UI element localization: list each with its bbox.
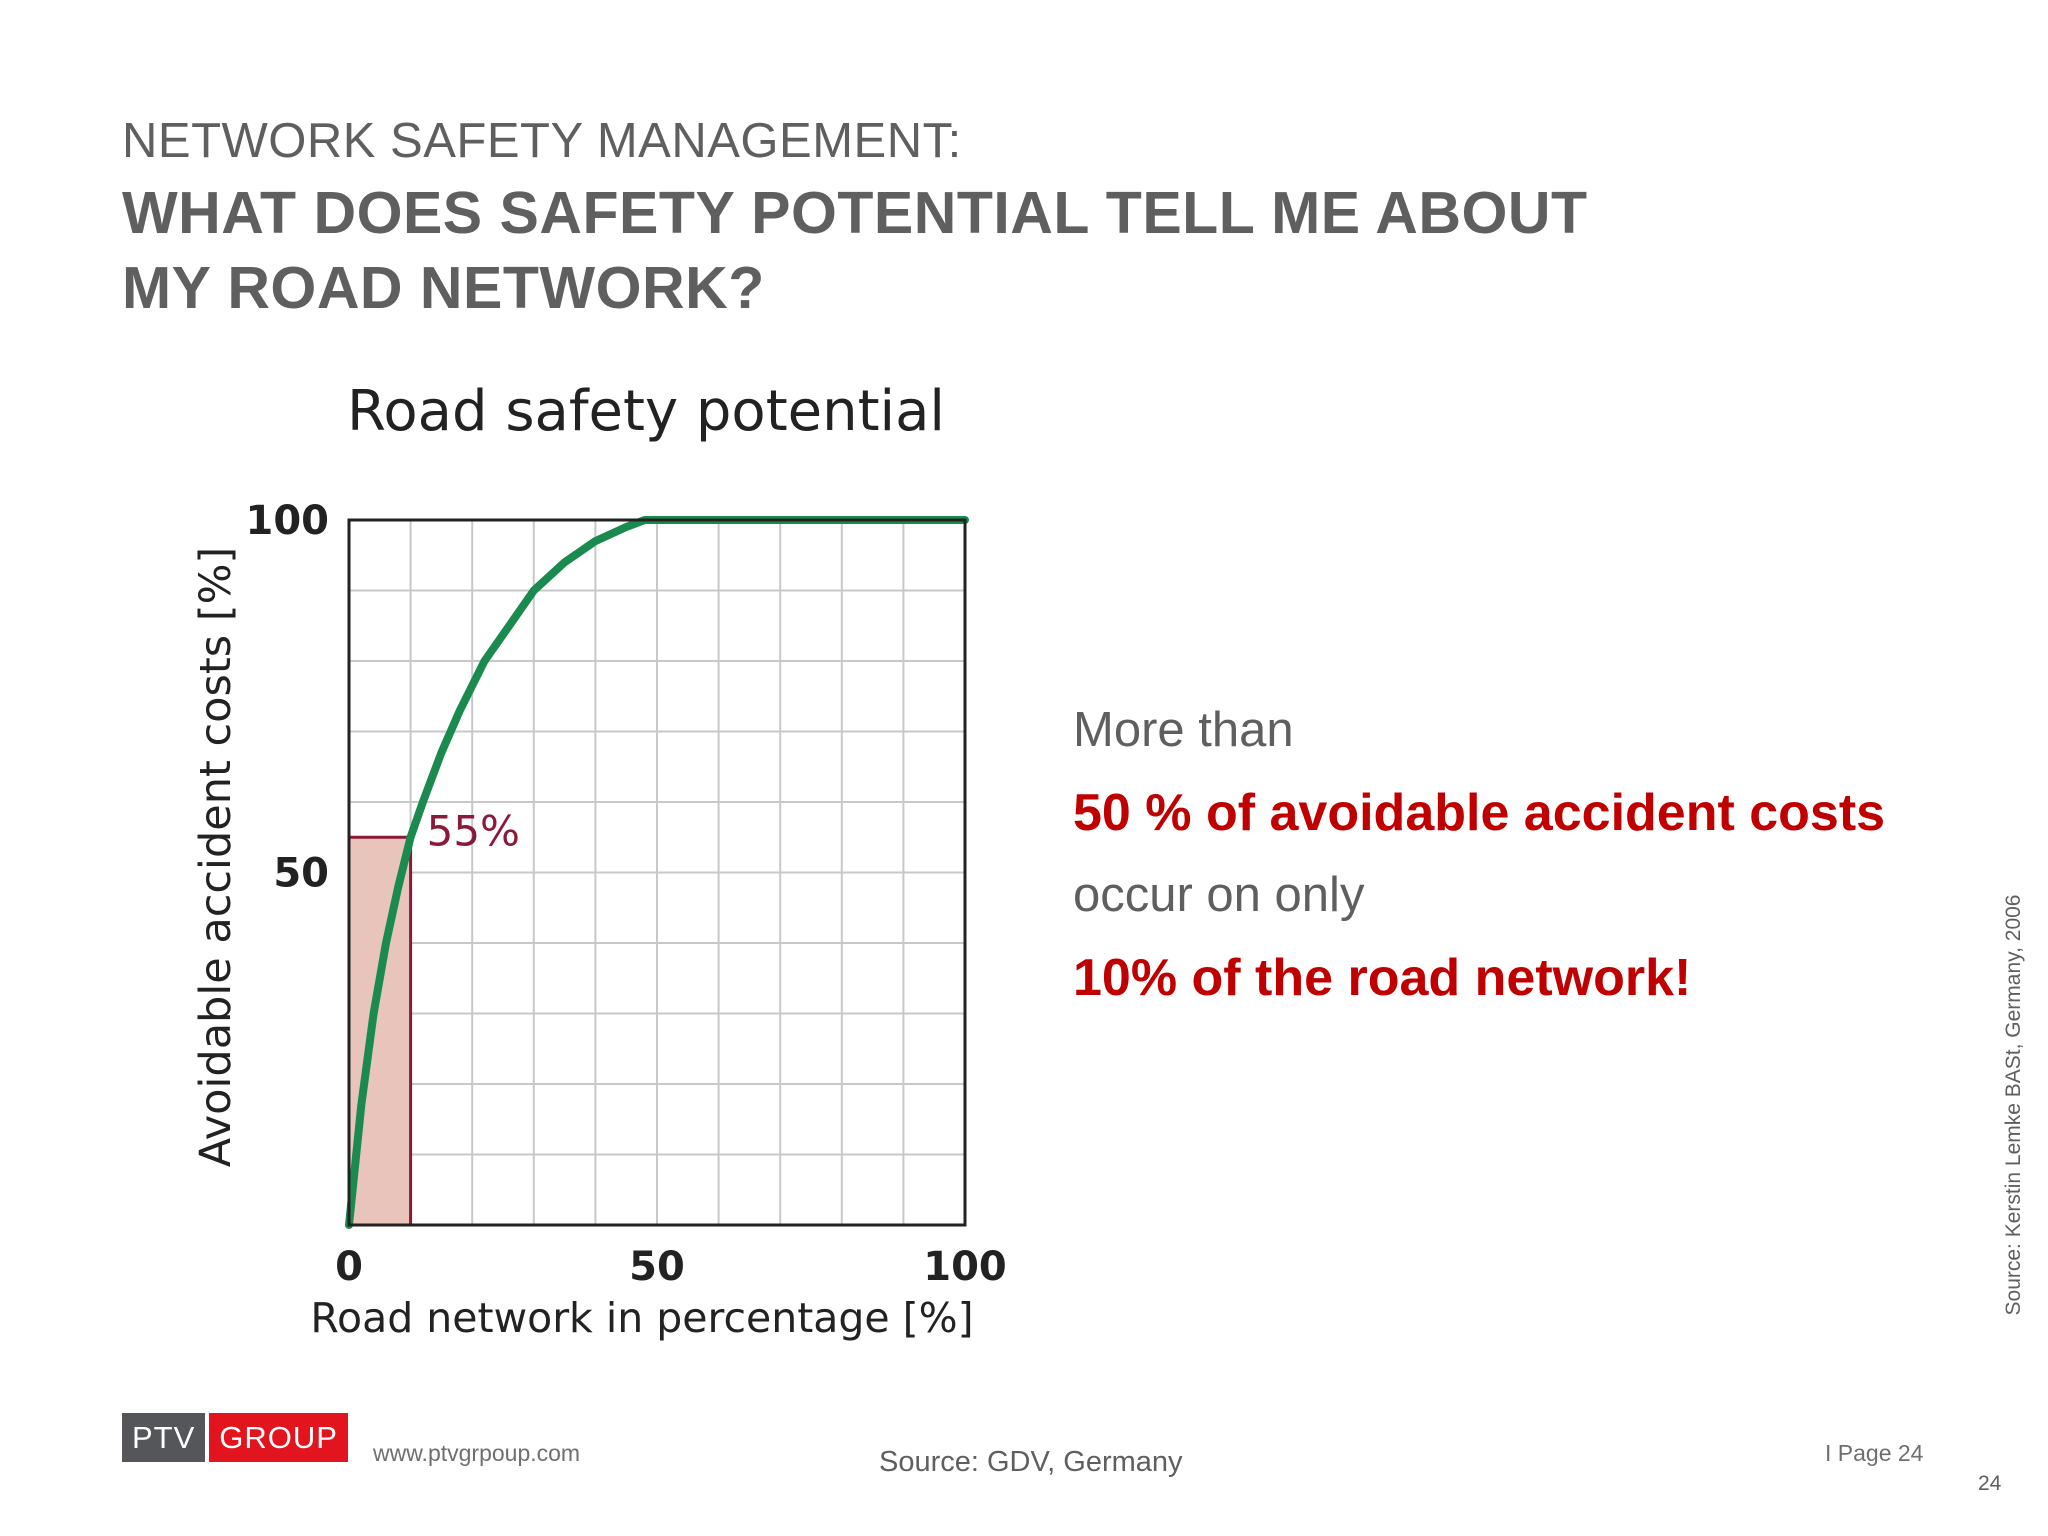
y-tick-label: 100: [245, 498, 329, 544]
slide-title: [122, 176, 1588, 326]
page-number: 24: [1978, 1472, 2002, 1495]
callout-line-4: 10% of the road network!: [1073, 949, 1692, 1007]
callout-line-2: 50 % of avoidable accident costs: [1073, 784, 1886, 842]
footer-url[interactable]: www.ptvgrpoup.com: [373, 1440, 581, 1466]
x-tick-label: 100: [923, 1244, 1007, 1290]
key-finding-callout: [1073, 690, 2013, 1020]
side-source-note: Source: Kerstin Lemke BASt, Germany, 2006: [2002, 894, 2025, 1316]
callout-line-1: More than: [1073, 703, 1294, 757]
slide-subtitle: NETWORK SAFETY MANAGEMENT:: [122, 114, 962, 168]
slide-title-line-1: WHAT DOES SAFETY POTENTIAL TELL ME ABOUT: [122, 180, 1588, 246]
footer-source: Source: GDV, Germany: [879, 1446, 1183, 1478]
road-safety-chart: [160, 380, 1040, 1360]
callout-line-3: occur on only: [1073, 868, 1365, 922]
x-tick-label: 0: [335, 1244, 363, 1290]
x-axis-label: Road network in percentage [%]: [310, 1294, 974, 1342]
y-tick-label: 50: [273, 850, 329, 897]
highlight-label: 55%: [426, 806, 520, 856]
page-label: I Page 24: [1825, 1440, 1924, 1466]
y-axis-label: Avoidable accident costs [%]: [191, 546, 241, 1168]
logo-group: GROUP: [209, 1413, 348, 1462]
chart-grid: [349, 520, 965, 1225]
ptv-group-logo: [122, 1413, 348, 1462]
x-tick-label: 50: [629, 1244, 685, 1290]
chart-title: Road safety potential: [347, 380, 945, 444]
slide-title-line-2: MY ROAD NETWORK?: [122, 255, 765, 321]
logo-ptv: PTV: [122, 1413, 205, 1462]
